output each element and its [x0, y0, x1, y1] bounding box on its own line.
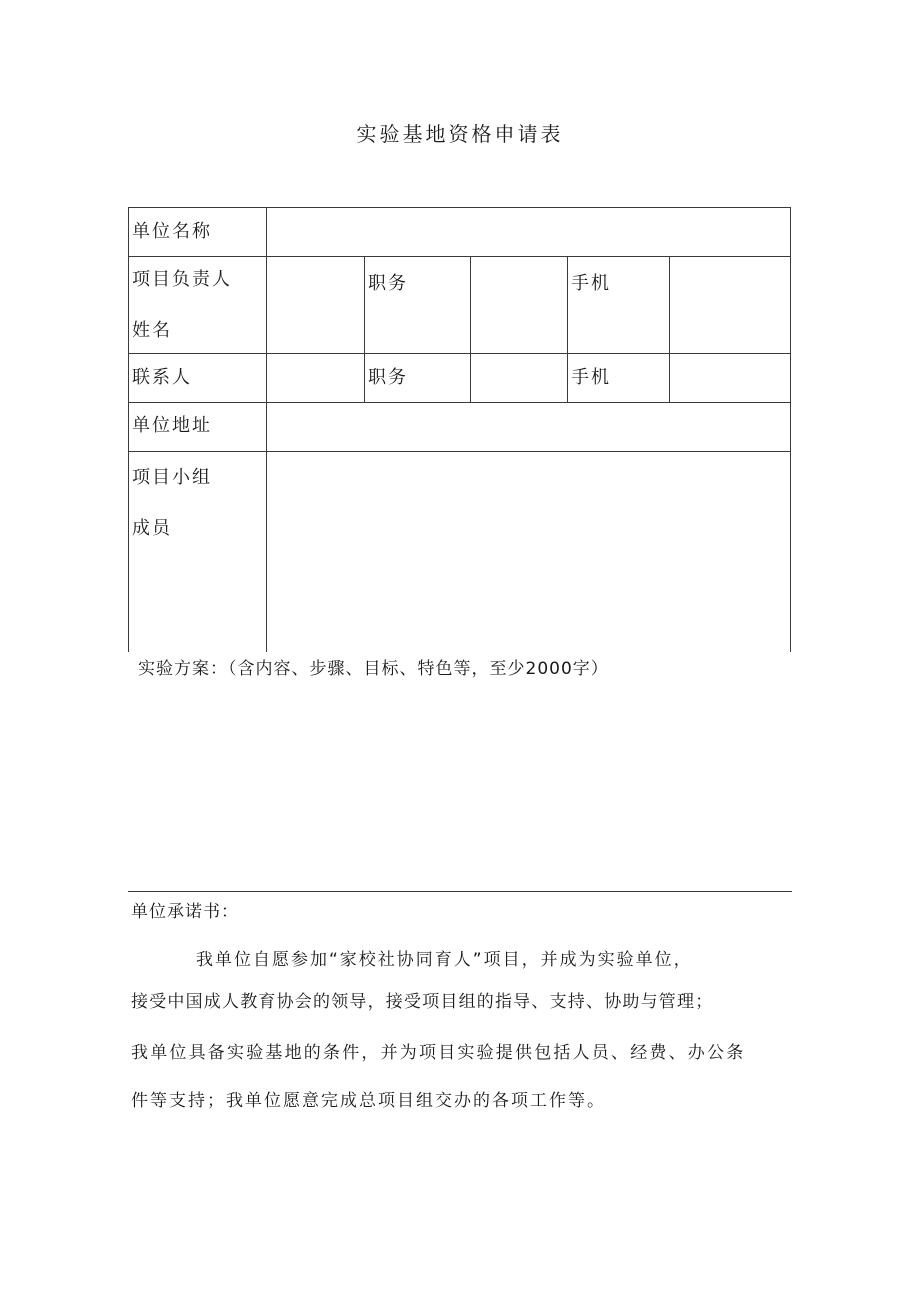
commitment-line: 我单位自愿参加“家校社协同育人”项目，并成为实验单位，: [196, 950, 693, 970]
leader-name-label: 项目负责人: [132, 269, 232, 290]
unit-name-field[interactable]: [267, 208, 789, 255]
members-label-line2: 成员: [132, 518, 172, 539]
leader-position-label: 职务: [368, 273, 408, 294]
leader-position-field[interactable]: [471, 257, 566, 352]
address-label: 单位地址: [132, 415, 212, 436]
address-field[interactable]: [267, 403, 789, 450]
contact-position-label: 职务: [368, 367, 408, 388]
leader-name-label-line2: 姓名: [132, 320, 172, 341]
plan-text-area[interactable]: [130, 682, 790, 887]
table-column-divider: [567, 256, 568, 402]
leader-name-field[interactable]: [267, 257, 363, 352]
members-field[interactable]: [267, 452, 789, 652]
contact-name-field[interactable]: [267, 354, 363, 401]
commitment-line: 接受中国成人教育协会的领导，接受项目组的指导、支持、协助与管理；: [131, 992, 714, 1012]
section-divider: [128, 891, 792, 892]
contact-label: 联系人: [132, 367, 192, 388]
contact-phone-label: 手机: [571, 367, 611, 388]
plan-label: 实验方案：（含内容、步骤、目标、特色等，至少2000字）: [138, 659, 609, 679]
commitment-title: 单位承诺书：: [131, 902, 239, 922]
table-border-left: [128, 207, 129, 652]
contact-position-field[interactable]: [471, 354, 566, 401]
contact-phone-field[interactable]: [670, 354, 789, 401]
table-column-divider: [364, 256, 365, 402]
leader-phone-field[interactable]: [670, 257, 789, 352]
commitment-line: 我单位具备实验基地的条件，并为项目实验提供包括人员、经费、办公条: [131, 1043, 746, 1063]
commitment-line: 件等支持；我单位愿意完成总项目组交办的各项工作等。: [131, 1091, 606, 1111]
leader-phone-label: 手机: [571, 273, 611, 294]
table-border-right: [790, 207, 791, 652]
unit-name-label: 单位名称: [132, 221, 212, 242]
page-title: 实验基地资格申请表: [356, 122, 564, 146]
members-label: 项目小组: [132, 467, 212, 488]
